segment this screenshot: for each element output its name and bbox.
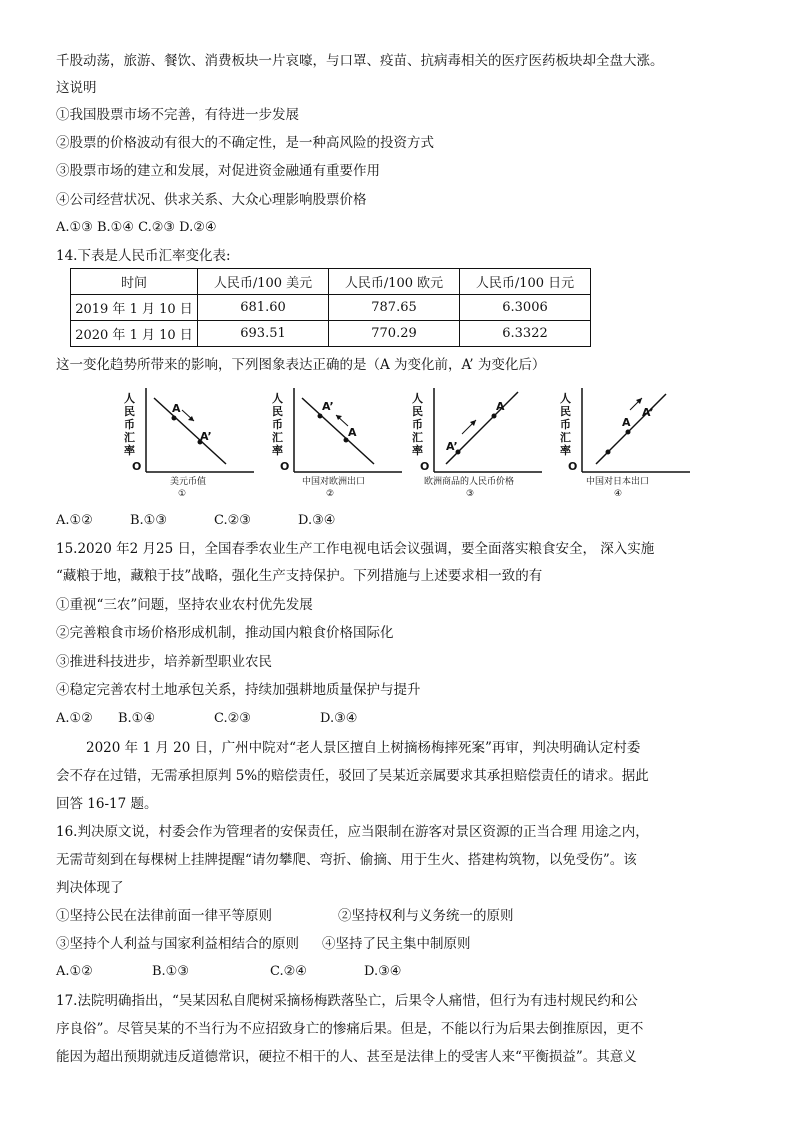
origin-label: O: [132, 460, 142, 473]
q15-answer-a: A.①②: [56, 711, 93, 726]
y-label-char: 汇: [412, 431, 423, 444]
table-header: 人民币/100 日元: [460, 269, 591, 295]
table-header: 人民币/100 欧元: [329, 269, 460, 295]
table-cell: 770.29: [329, 321, 460, 347]
graph-number: ④: [614, 489, 623, 499]
y-label-char: 民: [272, 405, 283, 418]
q14-answer-d: D.③④: [298, 513, 336, 528]
table-cell: 693.51: [198, 321, 329, 347]
q16-stem-2: 无需苛刻到在每棵树上挂牌提醒“请勿攀爬、弯折、偷摘、用于生火、搭建构筑物，以免受伤”。该: [56, 852, 637, 868]
q17-stem-3: 能因为超出预期就违反道德常识，硬拉不相干的人、甚至是法律上的受害人来“平衡损益”。其意义: [56, 1049, 637, 1065]
x-axis-label: 中国对欧洲出口: [302, 477, 366, 487]
point-a-prime: [606, 450, 611, 455]
point-a-prime: [318, 414, 323, 419]
point-label: A’: [446, 440, 458, 453]
graph-2-svg: [266, 380, 406, 510]
point-label: A’: [322, 400, 334, 413]
point-label: A: [622, 416, 631, 429]
q15-answer-b: B.①④: [118, 711, 155, 726]
table-cell: 2019 年 1 月 10 日: [71, 295, 198, 321]
passage-line-3: 回答 16-17 题。: [56, 796, 158, 812]
q15-stem-1: 15.2020 年2 月25 日，全国春季农业生产工作电视电话会议强调，要全面落实粮食安全， 深入实施: [56, 541, 655, 557]
origin-label: O: [420, 460, 430, 473]
point-label: A: [496, 400, 505, 413]
table-cell: 6.3322: [460, 321, 591, 347]
q16-option-4: ④坚持了民主集中制原则: [322, 936, 471, 952]
y-label-char: 民: [124, 405, 135, 418]
passage-line-2: 会不存在过错，无需承担原判 5%的赔偿责任，驳回了吴某近亲属要求其承担赔偿责任的请求。据此: [56, 768, 649, 784]
intro-line-2: 这说明: [56, 80, 97, 96]
q16-answer-c: C.②④: [270, 964, 307, 979]
table-cell: 6.3006: [460, 295, 591, 321]
graph-number: ③: [466, 489, 475, 499]
table-header: 时间: [71, 269, 198, 295]
q13-option-2: ②股票的价格波动有很大的不确定性，是一种高风险的投资方式: [56, 135, 434, 151]
q14-question: 这一变化趋势所带来的影响，下列图象表达正确的是（A 为变化前，A’ 为变化后）: [56, 357, 546, 373]
y-label-char: 币: [412, 418, 423, 431]
q13-answers: A.①③ B.①④ C.②③ D.②④: [56, 220, 217, 235]
q13-option-1: ①我国股票市场不完善，有待进一步发展: [56, 107, 299, 123]
point-a: [626, 430, 631, 435]
point-label: A: [172, 402, 181, 415]
passage-line-1: 2020 年 1 月 20 日，广州中院对“老人景区擅自上树摘杨梅摔死案”再审，判决明确认定村委: [86, 740, 641, 756]
point-a: [172, 416, 177, 421]
point-a: [492, 414, 497, 419]
graph-number: ①: [178, 489, 187, 499]
q16-stem-3: 判决体现了: [56, 880, 124, 896]
graph-2: [266, 380, 406, 510]
q15-option-3: ③推进科技进步，培养新型职业农民: [56, 654, 272, 670]
table-header: 人民币/100 美元: [198, 269, 329, 295]
exchange-rate-table: [70, 268, 591, 347]
y-label-char: 汇: [272, 431, 283, 444]
graph-3: [406, 380, 546, 510]
graph-1: [118, 380, 258, 510]
q13-option-4: ④公司经营状况、供求关系、大众心理影响股票价格: [56, 192, 367, 208]
curve-line: [154, 398, 226, 464]
y-label-char: 人: [124, 392, 135, 405]
y-label-char: 人: [272, 392, 283, 405]
y-label-char: 币: [272, 418, 283, 431]
y-label-char: 汇: [124, 431, 135, 444]
q16-option-2: ②坚持权利与义务统一的原则: [338, 908, 514, 924]
table-cell: 2020 年 1 月 10 日: [71, 321, 198, 347]
q16-option-3: ③坚持个人利益与国家利益相结合的原则: [56, 936, 299, 952]
point-label: A’: [642, 406, 654, 419]
table-row: [71, 295, 591, 321]
q15-stem-2: “藏粮于地，藏粮于技”战略，强化生产支持保护。下列措施与上述要求相一致的有: [56, 568, 543, 584]
q16-answer-d: D.③④: [364, 964, 402, 979]
point-label: A: [348, 426, 357, 439]
table-cell: 787.65: [329, 295, 460, 321]
y-label-char: 民: [560, 405, 571, 418]
graph-3-svg: [406, 380, 546, 510]
q15-answer-d: D.③④: [320, 711, 358, 726]
y-label-char: 人: [412, 392, 423, 405]
q16-option-1: ①坚持公民在法律前面一律平等原则: [56, 908, 272, 924]
y-label-char: 人: [560, 392, 571, 405]
y-label-char: 率: [124, 444, 135, 457]
x-axis-label: 美元币值: [170, 477, 207, 487]
x-axis-label: 中国对日本出口: [586, 477, 650, 487]
q17-stem-2: 序良俗”。尽管吴某的不当行为不应招致身亡的惨痛后果。但是，不能以行为后果去倒推原因，更不: [56, 1021, 644, 1037]
y-label-char: 币: [560, 418, 571, 431]
graph-4: [554, 380, 694, 510]
y-label-char: 率: [272, 444, 283, 457]
table-header-row: [71, 269, 591, 295]
q15-answer-c: C.②③: [214, 711, 251, 726]
q13-option-3: ③股票市场的建立和发展，对促进资金融通有重要作用: [56, 163, 380, 179]
table-cell: 681.60: [198, 295, 329, 321]
origin-label: O: [280, 460, 290, 473]
q14-stem: 14.下表是人民币汇率变化表:: [56, 248, 231, 264]
y-label-char: 民: [412, 405, 423, 418]
q15-option-4: ④稳定完善农村土地承包关系，持续加强耕地质量保护与提升: [56, 682, 421, 698]
graph-4-svg: [554, 380, 694, 510]
q15-option-1: ①重视“三农”问题，坚持农业农村优先发展: [56, 597, 313, 613]
curve-line: [302, 398, 374, 464]
origin-label: O: [568, 460, 578, 473]
q17-stem-1: 17.法院明确指出，“吴某因私自爬树采摘杨梅跌落坠亡，后果令人痛惜，但行为有违村规民约和公: [56, 993, 638, 1009]
q16-answer-b: B.①③: [152, 964, 189, 979]
q16-answer-a: A.①②: [56, 964, 93, 979]
graph-number: ②: [326, 489, 335, 499]
intro-line-1: 千股动荡，旅游、餐饮、消费板块一片哀嚎，与口罩、疫苗、抗病毒相关的医疗医药板块却全盘大涨。: [56, 53, 664, 69]
x-axis-label: 欧洲商品的人民币价格: [424, 477, 515, 487]
graph-1-svg: [118, 380, 258, 510]
point-label: A’: [200, 430, 212, 443]
y-label-char: 币: [124, 418, 135, 431]
table-row: [71, 321, 591, 347]
y-label-char: 率: [412, 444, 423, 457]
y-label-char: 率: [560, 444, 571, 457]
q16-stem-1: 16.判决原文说，村委会作为管理者的安保责任，应当限制在游客对景区资源的正当合理 用途之内，: [56, 824, 649, 840]
q14-answer-a: A.①②: [56, 513, 93, 528]
q14-answer-b: B.①③: [130, 513, 167, 528]
q15-option-2: ②完善粮食市场价格形成机制，推动国内粮食价格国际化: [56, 625, 394, 641]
y-label-char: 汇: [560, 431, 571, 444]
q14-answer-c: C.②③: [214, 513, 251, 528]
